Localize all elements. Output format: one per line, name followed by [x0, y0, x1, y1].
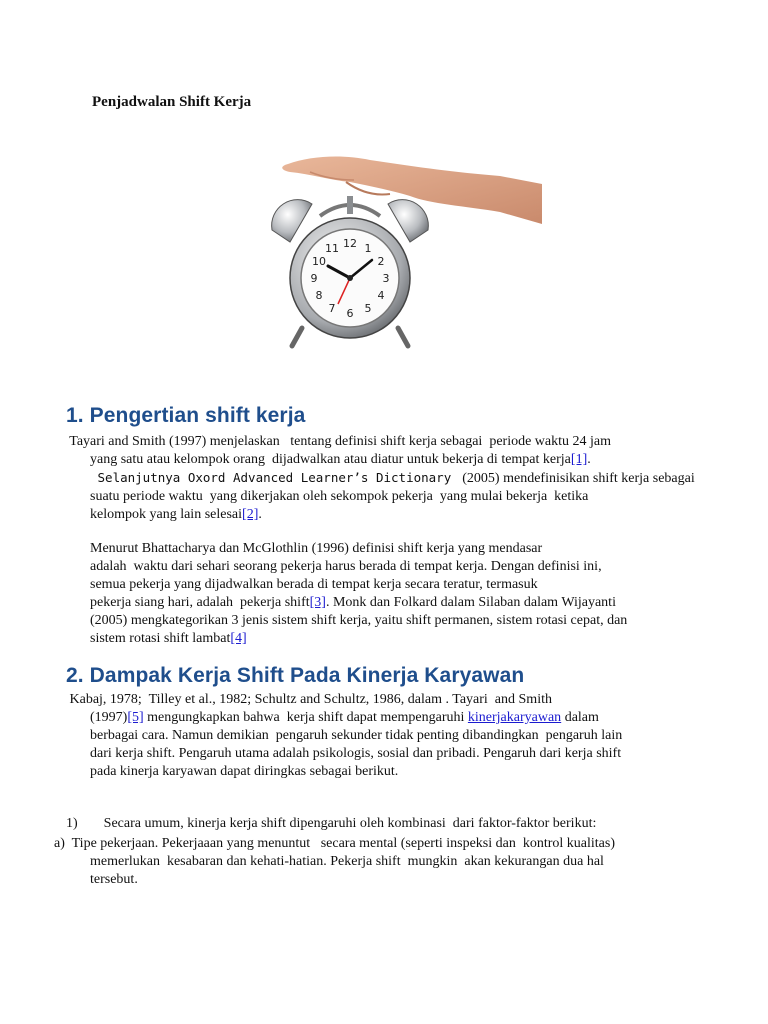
document-title: Penjadwalan Shift Kerja — [92, 94, 252, 110]
section-heading-dampak: 2. Dampak Kerja Shift Pada Kinerja Karyawan — [66, 664, 525, 687]
svg-text:4: 4 — [377, 289, 385, 302]
svg-text:11: 11 — [325, 242, 339, 255]
text-line: adalah waktu dari sehari seorang pekerja harus berada di tempat kerja. Dengan definisi ini, — [90, 559, 602, 574]
svg-text:5: 5 — [364, 302, 372, 315]
section-heading-pengertian: 1. Pengertian shift kerja — [66, 404, 306, 427]
footnote-ref-5[interactable]: [5] — [127, 710, 144, 725]
factor-list-a — [54, 835, 680, 889]
text-span: pekerja siang hari, adalah pekerja shift — [90, 595, 310, 610]
paragraph-bhattacharya — [90, 540, 690, 648]
text-line: Kabaj, 1978; Tilley et al., 1982; Schultz and Schultz, 1986, dalam . Tayari and Smith — [66, 692, 552, 707]
text-span: dalam — [561, 710, 599, 725]
footnote-ref-1[interactable]: [1] — [570, 452, 588, 467]
text-span: . — [587, 452, 591, 467]
text-line — [90, 630, 690, 648]
text-span: yang satu atau kelompok orang dijadwalkan atau diatur untuk bekerja di tempat kerja — [90, 452, 571, 467]
text-line: suatu periode waktu yang dikerjakan oleh sekompok pekerja yang mulai bekerja ketika — [90, 489, 589, 504]
kinerja-karyawan-link[interactable]: kinerjakaryawan — [467, 710, 562, 725]
paragraph-definisi-shift — [66, 433, 695, 524]
text-line — [66, 451, 686, 469]
text-span: . — [258, 507, 262, 522]
text-line: Menurut Bhattacharya dan McGlothlin (1996) definisi shift kerja yang mendasar — [90, 541, 543, 556]
svg-text:3: 3 — [382, 272, 390, 285]
list-item-a: a) Tipe pekerjaan. Pekerjaaan yang menuntut secara mental (seperti inspeksi dan kontrol kualitas) — [54, 836, 615, 851]
footnote-ref-4[interactable]: [4] — [230, 631, 247, 646]
svg-text:8: 8 — [315, 289, 323, 302]
text-line: pada kinerja karyawan dapat diringkas sebagai berikut. — [90, 764, 399, 779]
text-line: (2005) mengkategorikan 3 jenis sistem shift kerja, yaitu shift permanen, sistem rotasi cepat, dan — [90, 613, 628, 628]
list-number: 1) — [66, 816, 78, 831]
text-span: (1997) — [90, 710, 128, 725]
text-span: . Monk dan Folkard dalam Silaban dalam Wijayanti — [325, 595, 616, 610]
text-line: tersebut. — [90, 872, 138, 887]
text-span: sistem rotasi shift lambat — [90, 631, 231, 646]
footnote-ref-2[interactable]: [2] — [242, 507, 259, 522]
text-line — [90, 594, 690, 612]
paragraph-dampak — [66, 691, 686, 781]
text-span: (2005) mendefinisikan shift kerja sebagai — [458, 471, 695, 486]
svg-text:6: 6 — [346, 307, 354, 320]
text-line — [66, 506, 686, 524]
text-line: semua pekerja yang dijadwalkan berada di tempat kerja secara teratur, termasuk — [90, 577, 538, 592]
svg-text:12: 12 — [343, 237, 357, 250]
svg-text:7: 7 — [328, 302, 336, 315]
dictionary-name: Selanjutnya Oxord Advanced Learner’s Dictionary — [90, 470, 459, 485]
text-line: dari kerja shift. Pengaruh utama adalah psikologis, sosial dan pribadi. Pengaruh dari kerja shift — [90, 746, 622, 761]
hand-alarm-clock-illustration — [250, 150, 550, 350]
text-line: memerlukan kesabaran dan kehati-hatian. Pekerja shift mungkin akan kekurangan dua hal — [90, 854, 604, 869]
svg-text:9: 9 — [310, 272, 318, 285]
text-line: Tayari and Smith (1997) menjelaskan tentang definisi shift kerja sebagai periode waktu 24 jam — [66, 434, 612, 449]
svg-text:10: 10 — [312, 255, 326, 268]
text-span: mengungkapkan bahwa kerja shift dapat mempengaruhi — [143, 710, 468, 725]
list-item — [66, 815, 686, 833]
text-line — [66, 469, 695, 488]
text-line: berbagai cara. Namun demikian pengaruh sekunder tidak penting dibandingkan pengaruh lain — [90, 728, 623, 743]
footnote-ref-3[interactable]: [3] — [309, 595, 326, 610]
text-span: kelompok yang lain selesai — [90, 507, 243, 522]
list-text: Secara umum, kinerja kerja shift dipengaruhi oleh kombinasi dari faktor-faktor berikut: — [103, 816, 597, 831]
factor-list — [66, 815, 686, 833]
alarm-clock-icon — [250, 150, 550, 350]
svg-text:1: 1 — [364, 242, 372, 255]
svg-text:2: 2 — [377, 255, 385, 268]
text-line — [66, 709, 686, 727]
